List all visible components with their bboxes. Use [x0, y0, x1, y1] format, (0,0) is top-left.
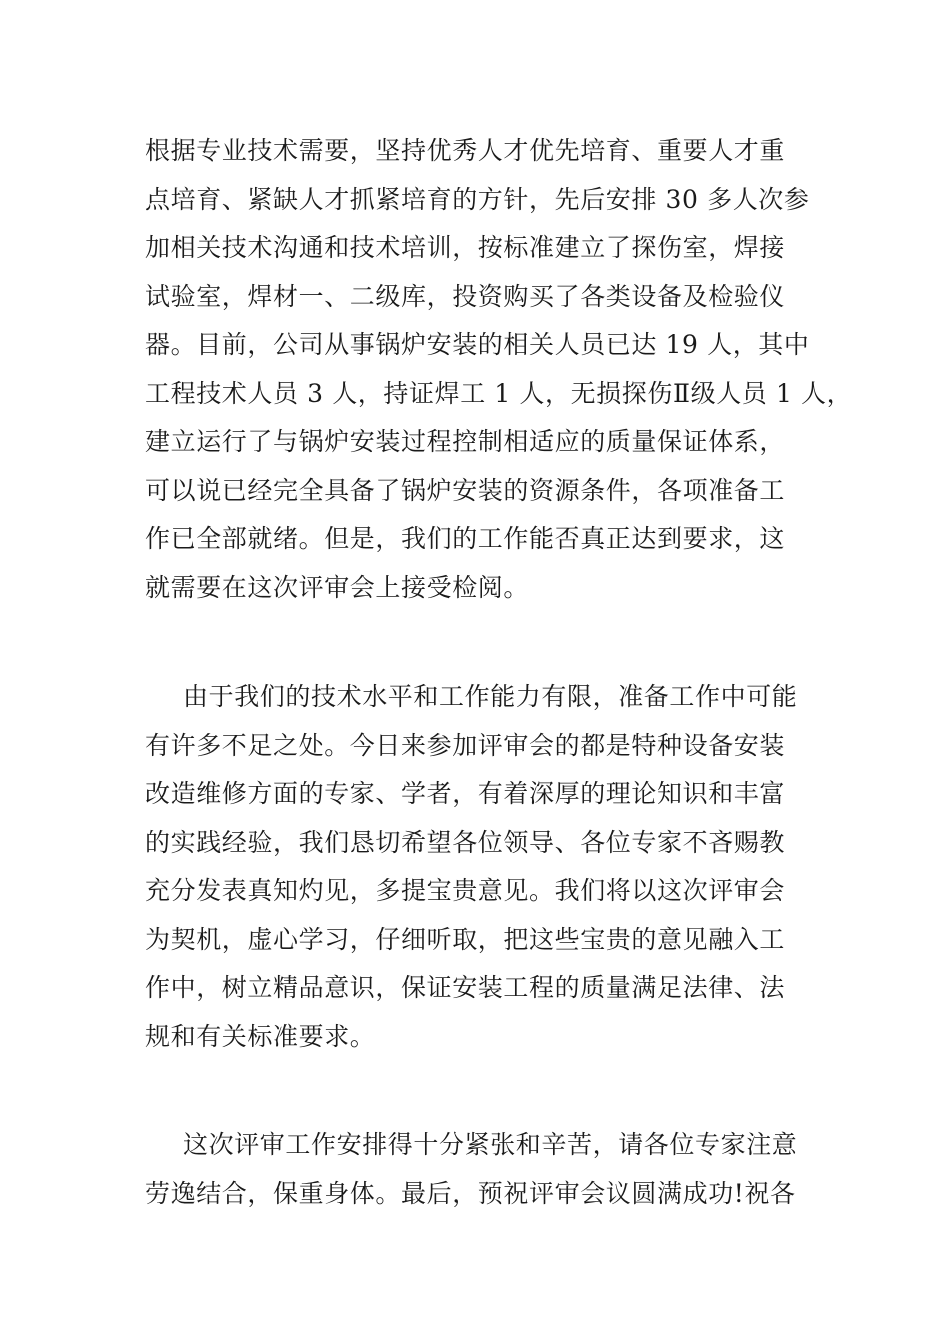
text-line: 充分发表真知灼见，多提宝贵意见。我们将以这次评审会 — [145, 876, 786, 905]
text-line: 劳逸结合，保重身体。最后，预祝评审会议圆满成功!祝各 — [145, 1178, 796, 1208]
text-line: 由于我们的技术水平和工作能力有限，准备工作中可能 — [183, 682, 798, 711]
text-line: 这次评审工作安排得十分紧张和辛苦，请各位专家注意 — [183, 1130, 798, 1159]
text-line: 为契机，虚心学习，仔细听取，把这些宝贵的意见融入工 — [145, 924, 786, 954]
text-line: 点培育、紧缺人才抓紧培育的方针，先后安排 30 多人次参 — [145, 184, 810, 214]
paragraph-request-feedback — [145, 673, 820, 1061]
text-line: 就需要在这次评审会上接受检阅。 — [145, 572, 530, 602]
text-line: 的实践经验，我们恳切希望各位领导、各位专家不吝赐教 — [145, 827, 786, 857]
text-line: 试验室，焊材一、二级库，投资购买了各类设备及检验仪 — [145, 281, 786, 311]
text-line: 可以说已经完全具备了锅炉安装的资源条件，各项准备工 — [145, 475, 786, 505]
text-line: 作中，树立精品意识，保证安装工程的质量满足法律、法 — [145, 973, 786, 1002]
text-line: 建立运行了与锅炉安装过程控制相适应的质量保证体系， — [145, 427, 786, 456]
paragraph-resources — [145, 127, 853, 612]
text-line: 改造维修方面的专家、学者，有着深厚的理论知识和丰富 — [145, 779, 786, 808]
text-line: 器。目前，公司从事锅炉安装的相关人员已达 19 人，其中 — [145, 330, 810, 359]
text-line: 有许多不足之处。今日来参加评审会的都是特种设备安装 — [145, 730, 786, 760]
text-line: 根据专业技术需要，坚持优秀人才优先培育、重要人才重 — [145, 136, 786, 165]
text-line: 作已全部就绪。但是，我们的工作能否真正达到要求，这 — [145, 524, 786, 553]
text-line: 加相关技术沟通和技术培训，按标准建立了探伤室，焊接 — [145, 233, 786, 262]
text-line: 工程技术人员 3 人，持证焊工 1 人，无损探伤Ⅱ级人员 1 人， — [145, 378, 853, 408]
paragraph-closing — [145, 1121, 820, 1218]
text-line: 规和有关标准要求。 — [145, 1021, 376, 1051]
